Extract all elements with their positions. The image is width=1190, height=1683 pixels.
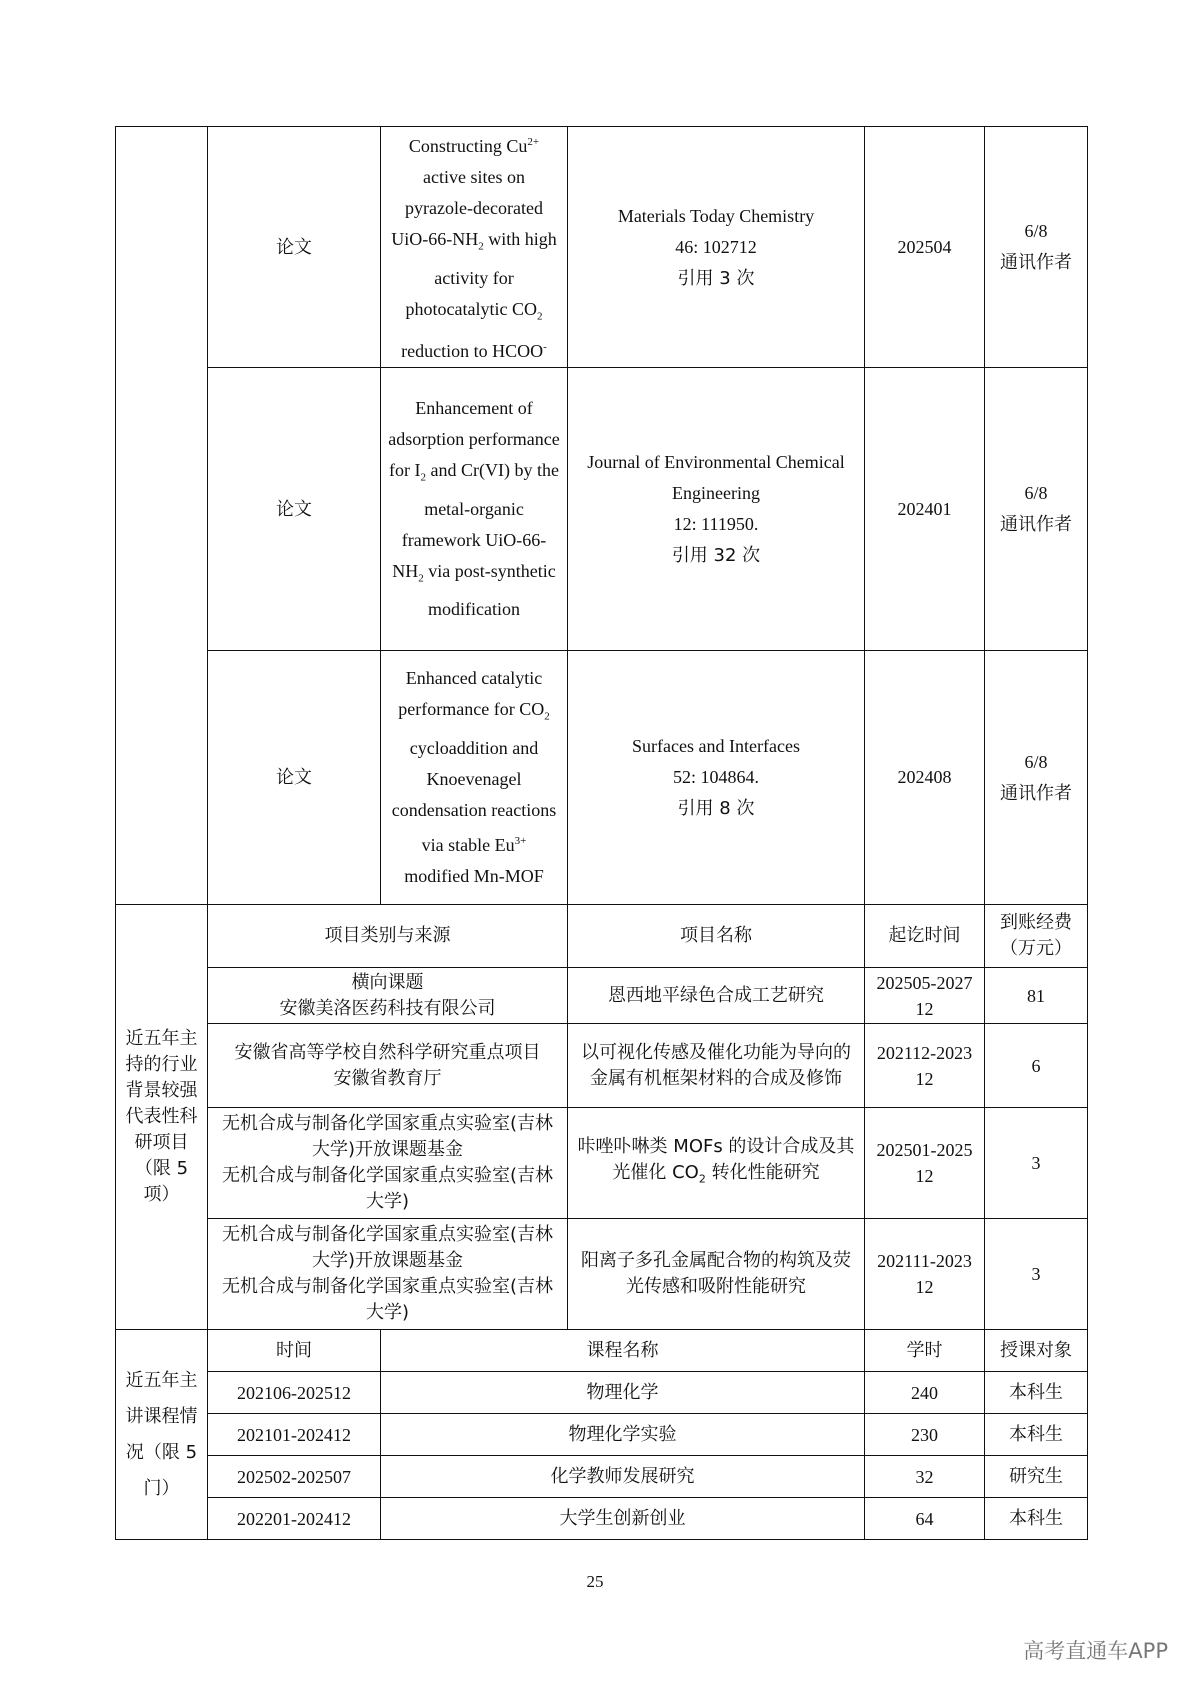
paper-title: Enhanced catalytic performance for $CO_2$ cycloaddition and Knoevenagel condensation reactions via stable $Eu^{3+}$ modified Mn-MOF <box>381 651 568 905</box>
courses-header-hours: 学时 <box>865 1330 985 1372</box>
course-audience: 本科生 <box>985 1372 1088 1414</box>
course-time: 202201-202412 <box>208 1498 381 1540</box>
author-rank: 6/8 <box>1024 483 1048 504</box>
course-row <box>116 1456 1088 1498</box>
courses-header-row <box>116 1330 1088 1372</box>
course-hours: 64 <box>865 1498 985 1540</box>
course-audience: 本科生 <box>985 1498 1088 1540</box>
projects-header-funding: 到账经费 （万元） <box>985 905 1088 968</box>
projects-header-source: 项目类别与来源 <box>208 905 568 968</box>
project-name: 阳离子多孔金属配合物的构筑及荧光传感和吸附性能研究 <box>568 1219 865 1330</box>
paper-type: 论文 <box>208 127 381 368</box>
courses-header-audience: 授课对象 <box>985 1330 1088 1372</box>
paper-volume: 12: 111950. <box>673 514 759 535</box>
project-row <box>116 1024 1088 1108</box>
paper-journal-cell <box>568 368 865 651</box>
project-source: 无机合成与制备化学国家重点实验室(吉林大学)开放课题基金 无机合成与制备化学国家重点实验室(吉林大学) <box>208 1108 568 1219</box>
author-rank: 6/8 <box>1024 221 1048 242</box>
course-time: 202106-202512 <box>208 1372 381 1414</box>
course-hours: 32 <box>865 1456 985 1498</box>
paper-row <box>116 651 1088 905</box>
paper-date: 202408 <box>865 651 985 905</box>
project-row <box>116 968 1088 1024</box>
achievement-table <box>115 126 1088 1540</box>
paper-date: 202504 <box>865 127 985 368</box>
courses-header-name: 课程名称 <box>381 1330 865 1372</box>
paper-title: Constructing $Cu^{2+}$ active sites on pyrazole-decorated UiO-$66-NH_2$ with high activity for photocatalytic $CO_2$ reduction to HCOO- <box>381 127 568 368</box>
projects-header-name: 项目名称 <box>568 905 865 968</box>
projects-header-period: 起讫时间 <box>865 905 985 968</box>
course-hours: 230 <box>865 1414 985 1456</box>
paper-title: Enhancement of adsorption performance for $I_2$ and Cr(VI) by the metal-organic framework UiO-$66-NH_2$ via post-synthetic modification <box>381 368 568 651</box>
course-audience: 本科生 <box>985 1414 1088 1456</box>
page-number: 25 <box>586 1572 604 1591</box>
project-source: 无机合成与制备化学国家重点实验室(吉林大学)开放课题基金 无机合成与制备化学国家重点实验室(吉林大学) <box>208 1219 568 1330</box>
paper-journal: Surfaces and Interfaces <box>632 736 800 757</box>
course-row <box>116 1498 1088 1540</box>
author-role: 通讯作者 <box>1000 252 1072 274</box>
author-role: 通讯作者 <box>1000 782 1072 804</box>
project-source: 安徽省高等学校自然科学研究重点项目 安徽省教育厅 <box>208 1024 568 1108</box>
project-period: 202112-2023 12 <box>865 1024 985 1108</box>
courses-section-label: 近五年主讲课程情况（限 5 门） <box>116 1330 208 1540</box>
paper-journal-cell <box>568 127 865 368</box>
project-period: 202111-2023 12 <box>865 1219 985 1330</box>
paper-author-cell <box>985 127 1088 368</box>
course-name: 物理化学 <box>381 1372 865 1414</box>
project-name: 咔唑卟啉类 MOFs 的设计合成及其光催化 $CO_2$ 转化性能研究 <box>568 1108 865 1219</box>
paper-date: 202401 <box>865 368 985 651</box>
paper-citations: 引用 3 次 <box>677 267 755 289</box>
paper-volume: 52: 104864. <box>672 767 759 788</box>
project-period: 202501-2025 12 <box>865 1108 985 1219</box>
course-time: 202101-202412 <box>208 1414 381 1456</box>
project-funding: 6 <box>985 1024 1088 1108</box>
project-name: 以可视化传感及催化功能为导向的金属有机框架材料的合成及修饰 <box>568 1024 865 1108</box>
course-name: 化学教师发展研究 <box>381 1456 865 1498</box>
project-row <box>116 1219 1088 1330</box>
paper-citations: 引用 8 次 <box>677 798 755 820</box>
project-funding: 3 <box>985 1219 1088 1330</box>
courses-header-time: 时间 <box>208 1330 381 1372</box>
projects-section-label: 近五年主持的行业背景较强代表性科研项目（限 5 项） <box>116 905 208 1330</box>
course-name: 大学生创新创业 <box>381 1498 865 1540</box>
project-funding: 81 <box>985 968 1088 1024</box>
watermark: 高考直通车APP <box>1023 1639 1168 1663</box>
paper-type: 论文 <box>208 651 381 905</box>
paper-row <box>116 127 1088 368</box>
project-name: 恩西地平绿色合成工艺研究 <box>568 968 865 1024</box>
paper-journal: Materials Today Chemistry <box>617 205 815 226</box>
course-name: 物理化学实验 <box>381 1414 865 1456</box>
paper-type: 论文 <box>208 368 381 651</box>
project-period: 202505-2027 12 <box>865 968 985 1024</box>
course-hours: 240 <box>865 1372 985 1414</box>
author-role: 通讯作者 <box>1000 514 1072 536</box>
project-row <box>116 1108 1088 1219</box>
project-funding: 3 <box>985 1108 1088 1219</box>
papers-section-label <box>116 127 208 905</box>
projects-header-row <box>116 905 1088 968</box>
paper-author-cell <box>985 651 1088 905</box>
course-time: 202502-202507 <box>208 1456 381 1498</box>
author-rank: 6/8 <box>1024 751 1048 772</box>
course-row <box>116 1414 1088 1456</box>
paper-row <box>116 368 1088 651</box>
paper-journal: Journal of Environmental Chemical Engineering <box>587 452 845 504</box>
paper-volume: 46: 102712 <box>675 236 757 257</box>
course-audience: 研究生 <box>985 1456 1088 1498</box>
project-source: 横向课题 安徽美洛医药科技有限公司 <box>208 968 568 1024</box>
paper-author-cell <box>985 368 1088 651</box>
course-row <box>116 1372 1088 1414</box>
paper-citations: 引用 32 次 <box>671 545 761 567</box>
paper-journal-cell <box>568 651 865 905</box>
